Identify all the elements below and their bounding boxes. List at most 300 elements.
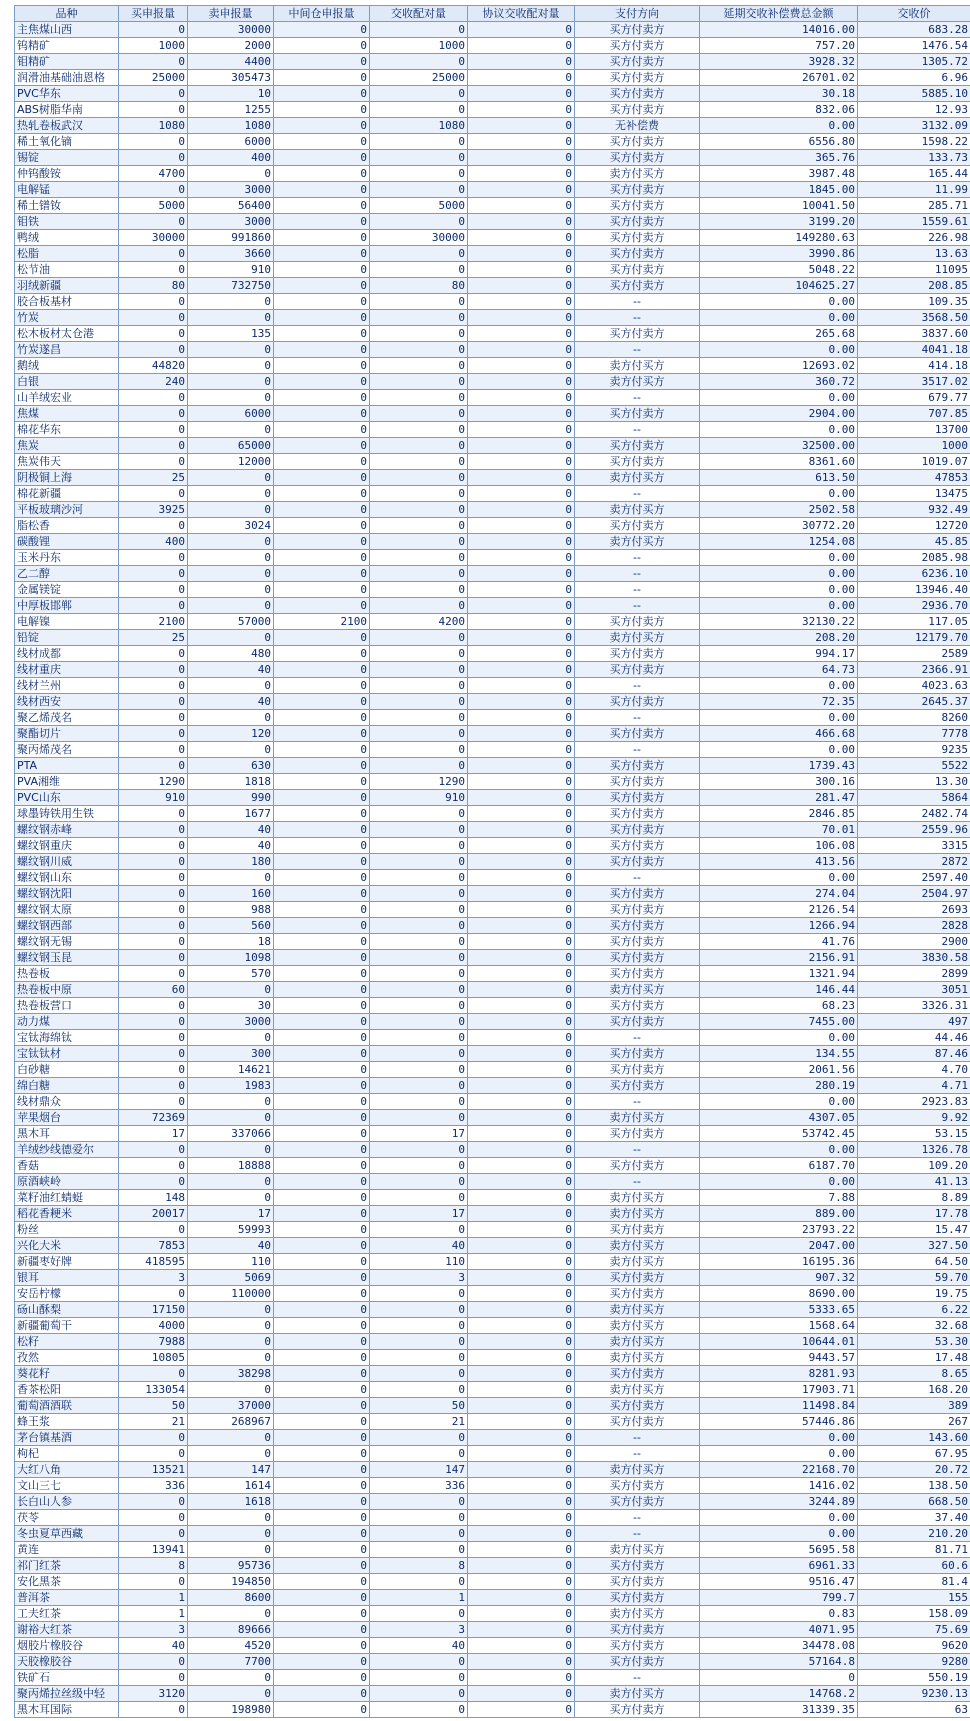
buy-declared-cell: 20017 (119, 1206, 188, 1222)
compensation-total-cell: 5048.22 (700, 262, 858, 278)
payment-direction-cell: 买方付卖方 (575, 806, 700, 822)
compensation-total-cell: 14768.2 (700, 1686, 858, 1702)
matched-volume-cell: 0 (370, 486, 468, 502)
compensation-total-cell: 613.50 (700, 470, 858, 486)
intermediate-declared-cell: 0 (274, 278, 370, 294)
sell-declared-cell: 14621 (188, 1062, 274, 1078)
agreement-matched-cell: 0 (468, 934, 575, 950)
intermediate-declared-cell: 0 (274, 934, 370, 950)
settlement-price-cell: 53.30 (858, 1334, 970, 1350)
intermediate-declared-cell: 0 (274, 230, 370, 246)
table-row (15, 454, 970, 470)
matched-volume-cell: 40 (370, 1238, 468, 1254)
buy-declared-cell: 0 (119, 342, 188, 358)
agreement-matched-cell: 0 (468, 486, 575, 502)
product-cell: 安岳柠檬 (15, 1286, 119, 1302)
settlement-price-cell: 12720 (858, 518, 970, 534)
agreement-matched-cell: 0 (468, 1286, 575, 1302)
sell-declared-cell: 268967 (188, 1414, 274, 1430)
sell-declared-cell: 2000 (188, 38, 274, 54)
settlement-price-cell: 208.85 (858, 278, 970, 294)
compensation-total-cell: 0.00 (700, 1430, 858, 1446)
table-row (15, 198, 970, 214)
payment-direction-cell: 卖方付买方 (575, 1190, 700, 1206)
table-row (15, 918, 970, 934)
intermediate-declared-cell: 0 (274, 1158, 370, 1174)
compensation-total-cell: 0.00 (700, 710, 858, 726)
settlement-price-cell: 414.18 (858, 358, 970, 374)
intermediate-declared-cell: 0 (274, 54, 370, 70)
payment-direction-cell: 卖方付买方 (575, 1302, 700, 1318)
payment-direction-cell: 买方付卖方 (575, 438, 700, 454)
intermediate-declared-cell: 0 (274, 118, 370, 134)
matched-volume-cell: 0 (370, 1046, 468, 1062)
sell-declared-cell: 59993 (188, 1222, 274, 1238)
intermediate-declared-cell: 0 (274, 550, 370, 566)
sell-declared-cell: 65000 (188, 438, 274, 454)
sell-declared-cell: 0 (188, 1542, 274, 1558)
matched-volume-cell: 0 (370, 710, 468, 726)
matched-volume-cell: 0 (370, 294, 468, 310)
product-cell: 螺纹钢重庆 (15, 838, 119, 854)
buy-declared-cell: 0 (119, 662, 188, 678)
settlement-price-cell: 1019.07 (858, 454, 970, 470)
sell-declared-cell: 305473 (188, 70, 274, 86)
matched-volume-cell: 5000 (370, 198, 468, 214)
matched-volume-cell: 80 (370, 278, 468, 294)
agreement-matched-cell: 0 (468, 566, 575, 582)
product-cell: 棉花华东 (15, 422, 119, 438)
matched-volume-cell: 0 (370, 1286, 468, 1302)
agreement-matched-cell: 0 (468, 1622, 575, 1638)
settlement-price-cell: 19.75 (858, 1286, 970, 1302)
agreement-matched-cell: 0 (468, 1574, 575, 1590)
compensation-total-cell: 14016.00 (700, 22, 858, 38)
settlement-price-cell: 4041.18 (858, 342, 970, 358)
matched-volume-cell: 0 (370, 822, 468, 838)
table-row (15, 166, 970, 182)
compensation-total-cell: 0.00 (700, 1446, 858, 1462)
table-row (15, 1558, 970, 1574)
agreement-matched-cell: 0 (468, 742, 575, 758)
product-cell: 铁矿石 (15, 1670, 119, 1686)
settlement-price-cell: 2899 (858, 966, 970, 982)
sell-declared-header: 卖申报量 (188, 6, 274, 22)
matched-volume-cell: 0 (370, 1654, 468, 1670)
buy-declared-cell: 3120 (119, 1686, 188, 1702)
intermediate-declared-cell: 0 (274, 1110, 370, 1126)
payment-direction-cell: 卖方付买方 (575, 534, 700, 550)
payment-direction-cell: -- (575, 1526, 700, 1542)
payment-direction-cell: 卖方付买方 (575, 982, 700, 998)
intermediate-declared-cell: 0 (274, 438, 370, 454)
compensation-total-cell: 23793.22 (700, 1222, 858, 1238)
buy-declared-cell: 0 (119, 1510, 188, 1526)
matched-volume-cell: 910 (370, 790, 468, 806)
buy-declared-cell: 0 (119, 1446, 188, 1462)
matched-volume-cell: 0 (370, 630, 468, 646)
product-cell: 苹果烟台 (15, 1110, 119, 1126)
settlement-price-cell: 9620 (858, 1638, 970, 1654)
agreement-matched-cell: 0 (468, 406, 575, 422)
buy-declared-cell: 0 (119, 1366, 188, 1382)
table-row (15, 214, 970, 230)
sell-declared-cell: 0 (188, 742, 274, 758)
payment-direction-cell: 买方付卖方 (575, 1366, 700, 1382)
table-row (15, 1238, 970, 1254)
product-cell: PVC华东 (15, 86, 119, 102)
table-row (15, 422, 970, 438)
buy-declared-cell: 40 (119, 1638, 188, 1654)
agreement-matched-cell: 0 (468, 1366, 575, 1382)
intermediate-declared-cell: 0 (274, 854, 370, 870)
product-cell: 钨精矿 (15, 38, 119, 54)
table-row (15, 390, 970, 406)
sell-declared-cell: 0 (188, 1142, 274, 1158)
settlement-price-cell: 1559.61 (858, 214, 970, 230)
table-row (15, 822, 970, 838)
sell-declared-cell: 0 (188, 534, 274, 550)
settlement-price-cell: 44.46 (858, 1030, 970, 1046)
settlement-price-cell: 4023.63 (858, 678, 970, 694)
agreement-matched-cell: 0 (468, 790, 575, 806)
product-cell: 新疆枣好牌 (15, 1254, 119, 1270)
agreement-matched-cell: 0 (468, 534, 575, 550)
product-cell: 主焦煤山西 (15, 22, 119, 38)
compensation-total-cell: 4071.95 (700, 1622, 858, 1638)
settlement-price-cell: 668.50 (858, 1494, 970, 1510)
product-cell: 聚酯切片 (15, 726, 119, 742)
sell-declared-cell: 40 (188, 822, 274, 838)
matched-volume-cell: 0 (370, 310, 468, 326)
compensation-total-cell: 2047.00 (700, 1238, 858, 1254)
settlement-price-cell: 327.50 (858, 1238, 970, 1254)
sell-declared-cell: 570 (188, 966, 274, 982)
payment-direction-cell: -- (575, 486, 700, 502)
payment-direction-cell: 买方付卖方 (575, 1062, 700, 1078)
table-row (15, 54, 970, 70)
product-cell: 玉米丹东 (15, 550, 119, 566)
payment-direction-cell: 买方付卖方 (575, 182, 700, 198)
settlement-price-cell: 12179.70 (858, 630, 970, 646)
sell-declared-cell: 6000 (188, 406, 274, 422)
compensation-total-cell: 799.7 (700, 1590, 858, 1606)
product-cell: 新疆葡萄干 (15, 1318, 119, 1334)
table-row (15, 502, 970, 518)
intermediate-declared-cell: 0 (274, 1622, 370, 1638)
settlement-price-cell: 2872 (858, 854, 970, 870)
buy-declared-cell: 2100 (119, 614, 188, 630)
product-cell: 菜籽油红蜻蜓 (15, 1190, 119, 1206)
product-cell: 葡萄酒酒联 (15, 1398, 119, 1414)
compensation-total-cell: 3990.86 (700, 246, 858, 262)
buy-declared-cell: 0 (119, 102, 188, 118)
buy-declared-cell: 336 (119, 1478, 188, 1494)
intermediate-declared-cell: 0 (274, 358, 370, 374)
sell-declared-cell: 37000 (188, 1398, 274, 1414)
payment-direction-cell: 买方付卖方 (575, 1270, 700, 1286)
matched-volume-cell: 17 (370, 1126, 468, 1142)
matched-volume-header: 交收配对量 (370, 6, 468, 22)
sell-declared-cell: 0 (188, 358, 274, 374)
payment-direction-cell: 买方付卖方 (575, 38, 700, 54)
table-row (15, 38, 970, 54)
sell-declared-cell: 0 (188, 470, 274, 486)
sell-declared-cell: 56400 (188, 198, 274, 214)
intermediate-declared-cell: 0 (274, 886, 370, 902)
payment-direction-cell: 买方付卖方 (575, 326, 700, 342)
payment-direction-cell: 买方付卖方 (575, 934, 700, 950)
sell-declared-cell: 0 (188, 310, 274, 326)
settlement-price-cell: 2900 (858, 934, 970, 950)
matched-volume-cell: 0 (370, 966, 468, 982)
matched-volume-cell: 0 (370, 1094, 468, 1110)
settlement-price-cell: 6.22 (858, 1302, 970, 1318)
agreement-matched-cell: 0 (468, 1510, 575, 1526)
payment-direction-cell: 买方付卖方 (575, 726, 700, 742)
compensation-total-cell: 0.00 (700, 342, 858, 358)
agreement-matched-cell: 0 (468, 822, 575, 838)
settlement-price-cell: 8.65 (858, 1366, 970, 1382)
product-cell: 白砂糖 (15, 1062, 119, 1078)
compensation-total-cell: 274.04 (700, 886, 858, 902)
sell-declared-cell: 630 (188, 758, 274, 774)
payment-direction-cell: 买方付卖方 (575, 70, 700, 86)
table-row (15, 102, 970, 118)
buy-declared-cell: 25000 (119, 70, 188, 86)
settlement-price-cell: 3132.09 (858, 118, 970, 134)
compensation-total-cell: 1416.02 (700, 1478, 858, 1494)
agreement-matched-cell: 0 (468, 854, 575, 870)
intermediate-declared-cell: 0 (274, 1062, 370, 1078)
product-cell: 线材鼎众 (15, 1094, 119, 1110)
table-row (15, 1446, 970, 1462)
sell-declared-cell: 135 (188, 326, 274, 342)
intermediate-declared-cell: 0 (274, 1206, 370, 1222)
intermediate-declared-cell: 0 (274, 662, 370, 678)
settlement-price-cell: 2828 (858, 918, 970, 934)
settlement-table (14, 5, 970, 1718)
agreement-matched-cell: 0 (468, 1398, 575, 1414)
agreement-matched-cell: 0 (468, 230, 575, 246)
agreement-matched-cell: 0 (468, 182, 575, 198)
table-row (15, 294, 970, 310)
intermediate-declared-cell: 0 (274, 166, 370, 182)
matched-volume-cell: 0 (370, 1334, 468, 1350)
buy-declared-cell: 0 (119, 246, 188, 262)
payment-direction-cell: -- (575, 870, 700, 886)
agreement-matched-cell: 0 (468, 294, 575, 310)
product-cell: 香菇 (15, 1158, 119, 1174)
table-row (15, 1382, 970, 1398)
matched-volume-cell: 0 (370, 1430, 468, 1446)
payment-direction-cell: 卖方付买方 (575, 1462, 700, 1478)
table-row (15, 1254, 970, 1270)
agreement-matched-cell: 0 (468, 150, 575, 166)
settlement-price-cell: 1000 (858, 438, 970, 454)
matched-volume-cell: 0 (370, 1670, 468, 1686)
table-row (15, 1110, 970, 1126)
intermediate-declared-cell: 0 (274, 870, 370, 886)
sell-declared-cell: 40 (188, 838, 274, 854)
intermediate-declared-cell: 0 (274, 310, 370, 326)
buy-declared-cell: 0 (119, 1670, 188, 1686)
matched-volume-cell: 0 (370, 1702, 468, 1718)
agreement-matched-cell: 0 (468, 950, 575, 966)
agreement-matched-cell: 0 (468, 886, 575, 902)
buy-declared-cell: 418595 (119, 1254, 188, 1270)
payment-direction-cell: -- (575, 1670, 700, 1686)
settlement-price-cell: 13.63 (858, 246, 970, 262)
product-cell: 中厚板邯郸 (15, 598, 119, 614)
table-row (15, 358, 970, 374)
intermediate-declared-cell: 0 (274, 1686, 370, 1702)
payment-direction-cell: 买方付卖方 (575, 790, 700, 806)
compensation-total-cell: 32500.00 (700, 438, 858, 454)
sell-declared-cell: 1098 (188, 950, 274, 966)
sell-declared-cell: 0 (188, 630, 274, 646)
compensation-total-cell: 8281.93 (700, 1366, 858, 1382)
matched-volume-cell: 110 (370, 1254, 468, 1270)
compensation-total-cell: 64.73 (700, 662, 858, 678)
intermediate-declared-cell: 0 (274, 1030, 370, 1046)
compensation-total-cell: 6961.33 (700, 1558, 858, 1574)
table-row (15, 742, 970, 758)
product-cell: 聚丙烯拉丝级中轻 (15, 1686, 119, 1702)
matched-volume-cell: 0 (370, 1494, 468, 1510)
compensation-total-cell: 68.23 (700, 998, 858, 1014)
settlement-price-cell: 3315 (858, 838, 970, 854)
payment-direction-cell: -- (575, 1174, 700, 1190)
buy-declared-cell: 0 (119, 870, 188, 886)
payment-direction-cell: 买方付卖方 (575, 966, 700, 982)
compensation-total-cell: 0.00 (700, 1526, 858, 1542)
product-cell: 线材重庆 (15, 662, 119, 678)
buy-declared-cell: 0 (119, 550, 188, 566)
table-row (15, 710, 970, 726)
payment-direction-cell: -- (575, 1430, 700, 1446)
product-cell: 松木板材太仓港 (15, 326, 119, 342)
intermediate-declared-cell: 0 (274, 710, 370, 726)
agreement-matched-cell: 0 (468, 726, 575, 742)
payment-direction-cell: 买方付卖方 (575, 1574, 700, 1590)
table-row (15, 1078, 970, 1094)
buy-declared-cell: 50 (119, 1398, 188, 1414)
payment-direction-cell: 买方付卖方 (575, 1622, 700, 1638)
intermediate-declared-cell: 0 (274, 918, 370, 934)
intermediate-declared-cell: 0 (274, 1446, 370, 1462)
table-row (15, 1494, 970, 1510)
buy-declared-cell: 0 (119, 918, 188, 934)
table-row (15, 646, 970, 662)
sell-declared-cell: 0 (188, 342, 274, 358)
intermediate-declared-cell: 0 (274, 1174, 370, 1190)
product-cell: 螺纹钢赤峰 (15, 822, 119, 838)
buy-declared-cell: 0 (119, 438, 188, 454)
buy-declared-cell: 0 (119, 806, 188, 822)
matched-volume-cell: 50 (370, 1398, 468, 1414)
table-row (15, 614, 970, 630)
table-row (15, 342, 970, 358)
intermediate-declared-cell: 0 (274, 1350, 370, 1366)
matched-volume-cell: 0 (370, 1542, 468, 1558)
payment-direction-cell: -- (575, 1030, 700, 1046)
compensation-total-cell: 10644.01 (700, 1334, 858, 1350)
settlement-price-cell: 550.19 (858, 1670, 970, 1686)
table-row (15, 982, 970, 998)
sell-declared-cell: 400 (188, 150, 274, 166)
product-cell: 电解镍 (15, 614, 119, 630)
sell-declared-cell: 0 (188, 582, 274, 598)
table-row (15, 1222, 970, 1238)
matched-volume-cell: 0 (370, 1446, 468, 1462)
compensation-total-cell: 9443.57 (700, 1350, 858, 1366)
payment-direction-cell: 买方付卖方 (575, 134, 700, 150)
table-row (15, 1286, 970, 1302)
compensation-total-cell: 281.47 (700, 790, 858, 806)
payment-direction-cell: 买方付卖方 (575, 838, 700, 854)
buy-declared-cell: 0 (119, 326, 188, 342)
agreement-matched-cell: 0 (468, 1270, 575, 1286)
table-row (15, 678, 970, 694)
buy-declared-cell: 30000 (119, 230, 188, 246)
intermediate-declared-cell: 0 (274, 422, 370, 438)
buy-declared-cell: 10805 (119, 1350, 188, 1366)
buy-declared-cell: 3 (119, 1622, 188, 1638)
settlement-price-cell: 4.71 (858, 1078, 970, 1094)
sell-declared-cell: 110000 (188, 1286, 274, 1302)
product-cell: 铅锭 (15, 630, 119, 646)
matched-volume-cell: 0 (370, 150, 468, 166)
buy-declared-cell: 0 (119, 1526, 188, 1542)
sell-declared-cell: 0 (188, 486, 274, 502)
buy-declared-cell: 0 (119, 150, 188, 166)
payment-direction-cell: 买方付卖方 (575, 150, 700, 166)
table-row (15, 1654, 970, 1670)
matched-volume-cell: 4200 (370, 614, 468, 630)
intermediate-declared-cell: 0 (274, 294, 370, 310)
product-cell: 热卷板中原 (15, 982, 119, 998)
settlement-price-cell: 45.85 (858, 534, 970, 550)
settlement-price-cell: 81.71 (858, 1542, 970, 1558)
agreement-matched-cell: 0 (468, 1350, 575, 1366)
agreement-matched-cell: 0 (468, 102, 575, 118)
product-cell: 热卷板 (15, 966, 119, 982)
intermediate-declared-cell: 0 (274, 374, 370, 390)
buy-declared-cell: 0 (119, 1014, 188, 1030)
matched-volume-cell: 0 (370, 1078, 468, 1094)
intermediate-declared-cell: 0 (274, 134, 370, 150)
compensation-total-cell: 0.83 (700, 1606, 858, 1622)
payment-direction-cell: 卖方付买方 (575, 470, 700, 486)
compensation-total-cell: 70.01 (700, 822, 858, 838)
payment-direction-cell: -- (575, 1142, 700, 1158)
buy-declared-cell: 0 (119, 678, 188, 694)
agreement-matched-cell: 0 (468, 1494, 575, 1510)
product-cell: 兴化大米 (15, 1238, 119, 1254)
sell-declared-cell: 0 (188, 982, 274, 998)
sell-declared-cell: 0 (188, 1334, 274, 1350)
compensation-total-cell: 1568.64 (700, 1318, 858, 1334)
product-cell: 羊绒纱线德爱尔 (15, 1142, 119, 1158)
settlement-price-cell: 11.99 (858, 182, 970, 198)
sell-declared-cell: 337066 (188, 1126, 274, 1142)
table-row (15, 1190, 970, 1206)
intermediate-declared-cell: 0 (274, 486, 370, 502)
table-row (15, 70, 970, 86)
payment-direction-cell: 买方付卖方 (575, 1222, 700, 1238)
product-cell: 稀土镨钕 (15, 198, 119, 214)
